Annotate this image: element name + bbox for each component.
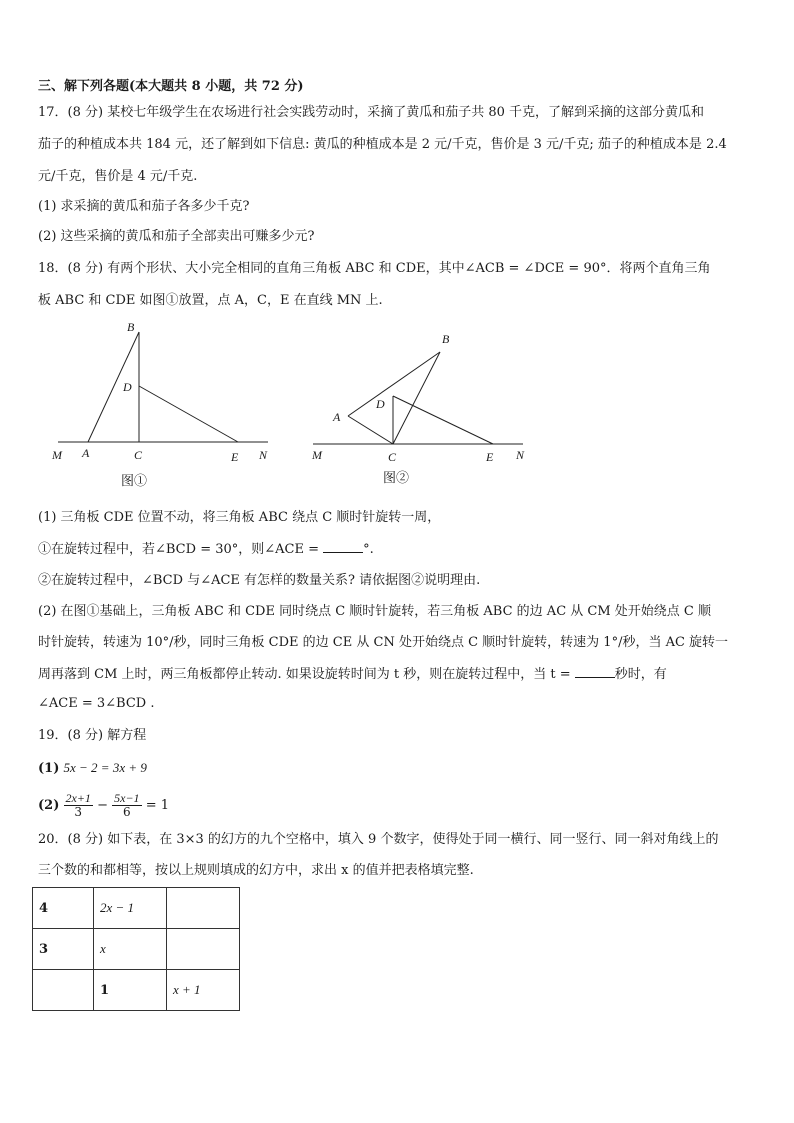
fraction-numerator: 2x+1 [65,791,91,805]
fraction [112,792,141,819]
figure-1 [48,318,278,488]
answer-blank[interactable] [575,665,615,678]
section-title: 三、解下列各题(本大题共 8 小题，共 72 分) [38,79,304,94]
table-cell [33,970,94,1011]
q17-sub2: (2) 这些采摘的黄瓜和茄子全部卖出可赚多少元? [38,229,315,244]
figure-2 [308,330,538,490]
table-cell [167,888,240,929]
table-row [33,929,240,970]
q18-p2-line2: 时针旋转，转速为 10°/秒，同时三角板 CDE 的边 CE 从 CN 处开始绕点 C 顺时针旋转，转速为 1°/秒，当 AC 旋转一 [38,635,729,650]
q19-eq1-label: (1) [38,761,60,776]
fig1-label-e: E [231,450,239,464]
q20-line1: 20．(8 分) 如下表，在 3×3 的幻方的九个空格中，填入 9 个数字，使得处于同一横行、同一竖行、同一斜对角线上的 [38,832,719,847]
fig2-label-b: B [442,332,450,346]
q18-p1a [38,540,758,559]
fig2-label-n: N [516,448,525,462]
fraction [64,792,93,819]
magic-square-table [32,887,240,1011]
table-cell: 4 [33,888,94,929]
fig1-label-n: N [259,448,268,462]
fraction-denominator: 6 [123,805,131,819]
q18-p1b: ②在旋转过程中，∠BCD 与∠ACE 有怎样的数量关系? 请依据图②说明理由. [38,573,481,588]
q17-line2: 茄子的种植成本共 184 元，还了解到如下信息: 黄瓜的种植成本是 2 元/千克，售价是 3 元/千克; 茄子的种植成本是 2.4 [38,137,727,152]
fraction-denominator: 3 [74,805,83,819]
q17-line1: 17．(8 分) 某校七年级学生在农场进行社会实践劳动时，采摘了黄瓜和茄子共 80 千克，了解到采摘的这部分黄瓜和 [38,105,705,120]
fig1-label-m: M [52,448,62,462]
fig1-caption: 图① [121,473,148,488]
q18-p2-line3 [38,665,758,684]
q18-line1: 18．(8 分) 有两个形状、大小完全相同的直角三角板 ABC 和 CDE，其中∠ACB = ∠DCE = 90°．将两个直角三角 [38,261,711,276]
q18-p1a-text: ①在旋转过程中，若∠BCD = 30°，则∠ACE = [38,542,324,557]
fig1-label-d: D [123,380,132,394]
table-row [33,970,240,1011]
q19-eq1 [38,759,758,778]
fig2-caption: 图② [383,470,410,485]
q19-title: 19．(8 分) 解方程 [38,728,147,743]
q18-p2-line4: ∠ACE = 3∠BCD . [38,696,155,711]
fig2-label-d: D [376,397,385,411]
q17-line3: 元/千克，售价是 4 元/千克. [38,169,198,184]
q18-p2-line1: (2) 在图①基础上，三角板 ABC 和 CDE 同时绕点 C 顺时针旋转，若三角板 ABC 的边 AC 从 CM 处开始绕点 C 顺 [38,604,712,619]
fig1-label-a: A [82,446,90,460]
q18-line2: 板 ABC 和 CDE 如图①放置，点 A，C，E 在直线 MN 上. [38,293,383,308]
q18-p2-line3-suffix: 秒时，有 [614,667,667,682]
q17-sub1: (1) 求采摘的黄瓜和茄子各多少千克? [38,199,250,214]
equation-rhs: = 1 [145,798,169,813]
answer-blank[interactable] [323,540,363,553]
minus-sign: − [97,798,108,813]
q18-p1: (1) 三角板 CDE 位置不动，将三角板 ABC 绕点 C 顺时针旋转一周， [38,510,441,525]
table-cell: x [94,929,167,970]
q20-line2: 三个数的和都相等，按以上规则填成的幻方中，求出 x 的值并把表格填完整. [38,863,474,878]
q18-p2-line3-text: 周再落到 CM 上时，两三角板都停止转动. 如果设旋转时间为 t 秒，则在旋转过程中，当 t = [38,667,575,682]
table-cell: 1 [94,970,167,1011]
table-cell: 2x − 1 [94,888,167,929]
table-cell: x + 1 [167,970,240,1011]
fig2-label-e: E [486,450,494,464]
fig2-label-m: M [312,448,322,462]
fig1-label-b: B [127,320,135,334]
q18-p1a-suffix: °. [363,542,374,557]
fraction-numerator: 5x−1 [114,791,140,805]
q19-eq2-label: (2) [38,798,60,813]
table-row [33,888,240,929]
q19-eq2 [38,786,758,826]
table-cell [167,929,240,970]
q19-eq1-expr: 5x − 2 = 3x + 9 [63,760,147,775]
fig2-label-c: C [388,450,397,464]
table-cell: 3 [33,929,94,970]
fig1-label-c: C [134,448,143,462]
fig2-label-a: A [333,410,341,424]
